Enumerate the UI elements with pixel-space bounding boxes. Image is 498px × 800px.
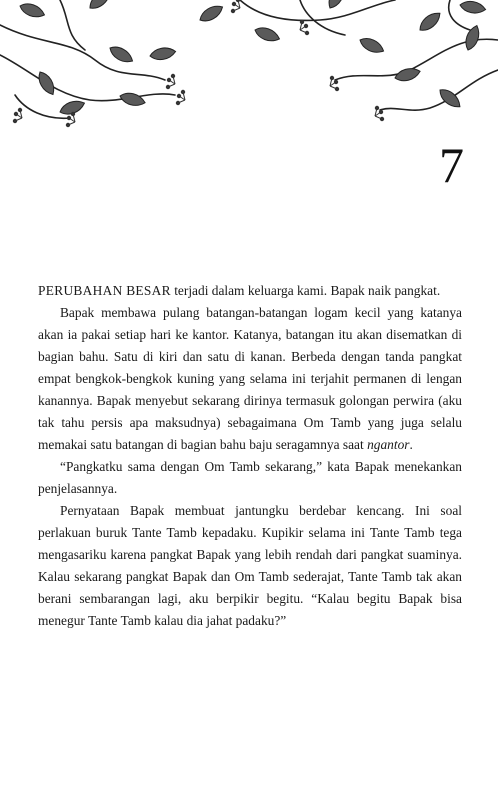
paragraph-end: . [409, 437, 413, 452]
paragraph-4 [38, 500, 462, 632]
vine-ornament [0, 0, 498, 135]
paragraph-text: “Pangkatku sama dengan Om Tamb sekarang,” kata Bapak menekankan penjelasannya. [38, 459, 462, 496]
paragraph-1 [38, 280, 462, 302]
paragraph-text: Pernyataan Bapak membuat jantungku berdebar kencang. Ini soal perlakuan buruk Tante Tamb kepadaku. Kupikir selama ini Tante Tamb tega mengasariku karena pangkat Bapak yang lebih rendah dari pangkat suaminya. Kalau sekarang pangkat Bapak dan Om Tamb sederajat, Tante Tamb tak akan berani sembarangan lagi, aku berpikir begitu. “Kalau begitu Bapak bisa menegur Tante Tamb kalau dia jahat padaku?” [38, 503, 462, 628]
paragraph-text: terjadi dalam keluarga kami. Bapak naik pangkat. [170, 283, 441, 298]
paragraph-text: Bapak membawa pulang batangan-batangan logam kecil yang katanya akan ia pakai setiap hari ke kantor. Katanya, batangan itu akan disematkan di bagian bahu. Satu di kiri dan satu di kanan. Berbeda dengan tanda pangkat empat bengkok-bengkok kuning yang selama ini terjahit permanen di lengan kanannya. Bapak menyebut sekarang dirinya termasuk golongan perwira (aku tak tahu persis apa maksudnya) sebagaimana Om Tamb yang juga selalu memakai satu batangan di bagian bahu baju seragamnya saat [38, 305, 462, 452]
chapter-body [38, 280, 462, 632]
opening-words: PERUBAHAN BESAR [38, 283, 171, 298]
chapter-number: 7 [439, 137, 464, 193]
italic-word: ngantor [367, 437, 410, 452]
paragraph-2 [38, 302, 462, 456]
paragraph-3 [38, 456, 462, 500]
